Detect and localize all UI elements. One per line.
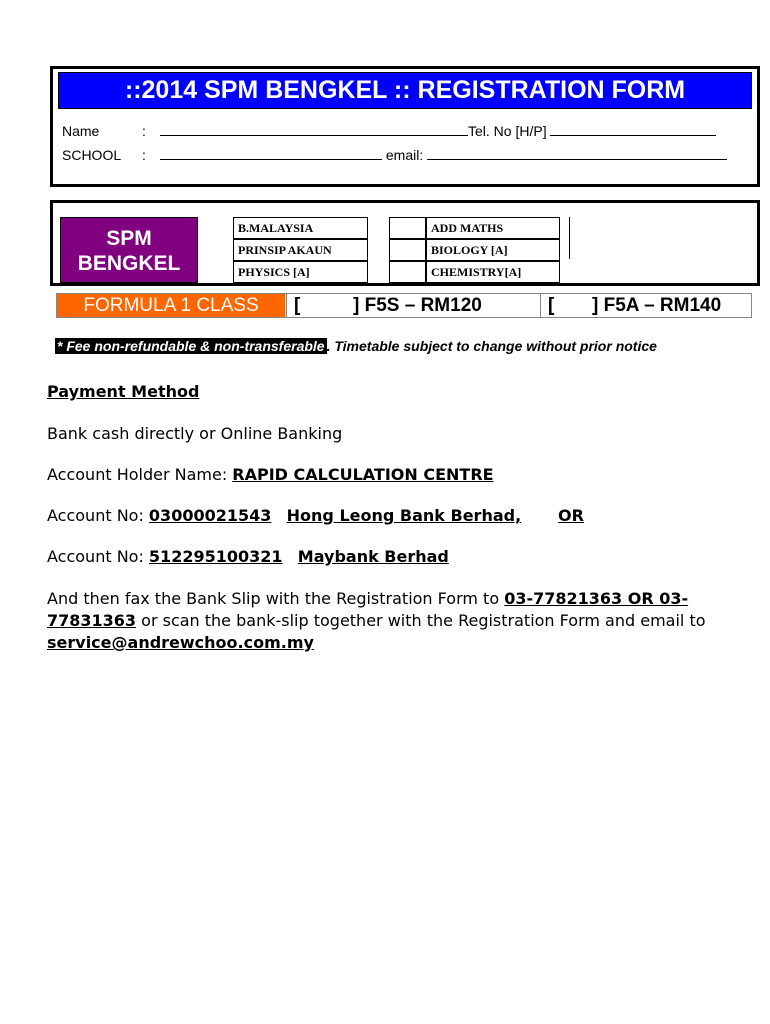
school-field[interactable] (160, 145, 382, 160)
checkbox-b-malaysia[interactable] (389, 217, 426, 239)
account-2-bank: Maybank Berhad (297, 547, 449, 566)
fax-numbers: 03-77821363 OR 03-77831363 (47, 589, 689, 630)
account-1-number: 03000021543 (148, 506, 272, 525)
form-title: ::2014 SPM BENGKEL :: REGISTRATION FORM (58, 72, 752, 109)
payment-heading-text: Payment Method (47, 382, 200, 401)
checkbox-column-line[interactable] (569, 217, 570, 259)
account-2-number: 512295100321 (148, 547, 283, 566)
name-colon: : (142, 123, 146, 139)
payment-method-text: Bank cash directly or Online Banking (47, 424, 343, 443)
badge-line-2: BENGKEL (77, 252, 181, 275)
account-1-line (47, 505, 521, 527)
subject-physics: PHYSICS [A] (233, 261, 368, 283)
cell-divider (560, 217, 561, 239)
school-colon: : (142, 147, 146, 163)
or-label (558, 505, 584, 527)
account-2-line (47, 546, 449, 568)
checkbox-physics[interactable] (389, 261, 426, 283)
school-row (62, 145, 727, 165)
account-holder-label: Account Holder Name: (47, 465, 233, 484)
fax-text-2: or scan the bank-slip together with the Registration Form and email to (136, 611, 706, 630)
registration-header-box (50, 66, 760, 187)
subject-selection-box (50, 200, 760, 286)
fee-nonrefundable-note: * Fee non-refundable & non-transferable (57, 338, 325, 354)
school-label: SCHOOL (62, 147, 122, 163)
option-f5a-open-bracket[interactable]: [ (548, 295, 555, 316)
option-f5a-label: ] F5A – RM140 (592, 295, 722, 316)
email-field[interactable] (427, 145, 727, 160)
account-holder-value: RAPID CALCULATION CENTRE (232, 465, 494, 484)
payment-heading (47, 381, 199, 403)
account-holder-line (47, 464, 494, 486)
tel-field[interactable] (550, 121, 716, 136)
email-link[interactable]: service@andrewchoo.com.my (47, 633, 314, 652)
account-2-label: Account No: (47, 547, 149, 566)
subject-chemistry: CHEMISTRY[A] (426, 261, 560, 283)
spm-bengkel-badge (60, 217, 198, 283)
subject-add-maths: ADD MATHS (426, 217, 560, 239)
option-divider-2 (539, 294, 541, 317)
formula-class-label: FORMULA 1 CLASS (57, 294, 285, 317)
timetable-note: . Timetable subject to change without prior notice (326, 338, 657, 354)
fax-text-1: And then fax the Bank Slip with the Registration Form to (47, 589, 505, 608)
checkbox-prinsip-akaun[interactable] (389, 239, 426, 261)
fee-note (55, 337, 657, 355)
badge-line-1: SPM (106, 227, 152, 250)
name-field[interactable] (160, 121, 468, 136)
name-row (62, 121, 716, 141)
subject-biology: BIOLOGY [A] (426, 239, 560, 261)
email-label: email: (385, 147, 424, 163)
account-1-bank: Hong Leong Bank Berhad, (286, 506, 522, 525)
fax-instructions (47, 588, 727, 654)
subject-prinsip-akaun: PRINSIP AKAUN (233, 239, 368, 261)
formula-class-row (56, 293, 752, 318)
account-1-label: Account No: (47, 506, 149, 525)
or-text: OR (558, 506, 584, 525)
option-f5s-label: ] F5S – RM120 (353, 295, 482, 316)
subject-b-malaysia: B.MALAYSIA (233, 217, 368, 239)
option-f5s-open-bracket[interactable]: [ (294, 295, 301, 316)
option-divider-1 (285, 294, 287, 317)
tel-label: Tel. No [H/P] (468, 123, 547, 139)
name-label: Name (62, 123, 100, 139)
